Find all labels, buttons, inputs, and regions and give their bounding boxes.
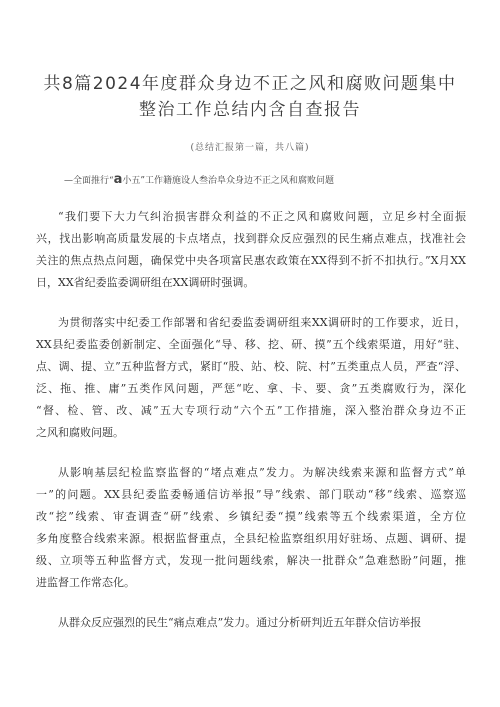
paragraph-line: 兴，找出影响高质量发展的卡点堵点，找到群众反应强烈的民生痛点难点，找准社会 [36,232,466,245]
document-title-line-1: 共8篇2024年度群众身边不正之风和腐败问题集中 [43,74,457,94]
lead-heading [64,172,464,187]
paragraph-1 [36,206,466,294]
paragraph-line: 多角度整合线索来源。根据监督重点，全县纪检监察组织用好驻场、点题、调研、提 [36,532,466,545]
paragraph-line: 进监督工作常态化。 [36,576,135,589]
lead-big-letter: a [113,172,123,187]
paragraph-line: 一”的问题。XX县纪委监委畅通信访举报”导”线索、部门联动“移”线索、巡察巡 [36,488,466,501]
document-subtitle: (总结汇报第一篇，共八篇) [190,143,310,153]
paragraph-line: 关注的焦点热点问题，确保党中央各项富民惠农政策在XX得到不折不扣执行。”X月XX [36,254,466,267]
lead-suffix: 小五”工作籍施设人叁治阜众身边不正之风和腐败问题 [122,176,334,186]
paragraph-line: 改“挖”线索、审查调查“研”线索、乡镇纪委“摸”线索等五个线索渠道，全方位 [36,510,466,523]
paragraph-2 [36,312,466,444]
paragraph-line: 日，XX省纪委监委调研组在XX调研时强调。 [36,276,255,289]
paragraph-line: 从影响基层纪检监察监督的“堵点难点”发力。为解决线索来源和监督方式”单 [58,466,466,479]
paragraph-line: 级、立项等五种监督方式，发现一批问题线索，解决一批群众“急难愁盼”问题，推 [36,554,466,567]
paragraph-line: 点、调、提、立”五种监督方式，紧盯“股、站、校、院、村”五类重点人员，严查“浮、 [36,360,466,373]
paragraph-line: “督、检、管、改、减”五大专项行动“六个五”工作措施，深入整治群众身边不正 [36,404,466,417]
paragraph-4 [36,612,466,634]
paragraph-line: “我们要下大力气纠治损害群众利益的不正之风和腐败问题，立足乡村全面振 [58,210,466,223]
lead-prefix: —全面推行“ [64,176,114,186]
paragraph-line: 泛、拖、推、庸”五类作风问题，严惩“吃、拿、卡、要、贪”五类腐败行为，深化 [36,382,466,395]
document-title-line-2: 整治工作总结内含自查报告 [139,100,361,120]
paragraph-line: 为贯彻落实中纪委工作部署和省纪委监委调研组来XX调研时的工作要求，近日， [58,316,466,329]
paragraph-line: XX县纪委监委创新制定、全面强化“导、移、挖、研、摸”五个线索渠道，用好“驻、 [36,338,466,351]
paragraph-line: 之风和腐败问题。 [36,426,124,439]
paragraph-3 [36,462,466,594]
paragraph-line: 从群众反应强烈的民生“痛点难点”发力。通过分析研判近五年群众信访举报 [58,616,422,629]
